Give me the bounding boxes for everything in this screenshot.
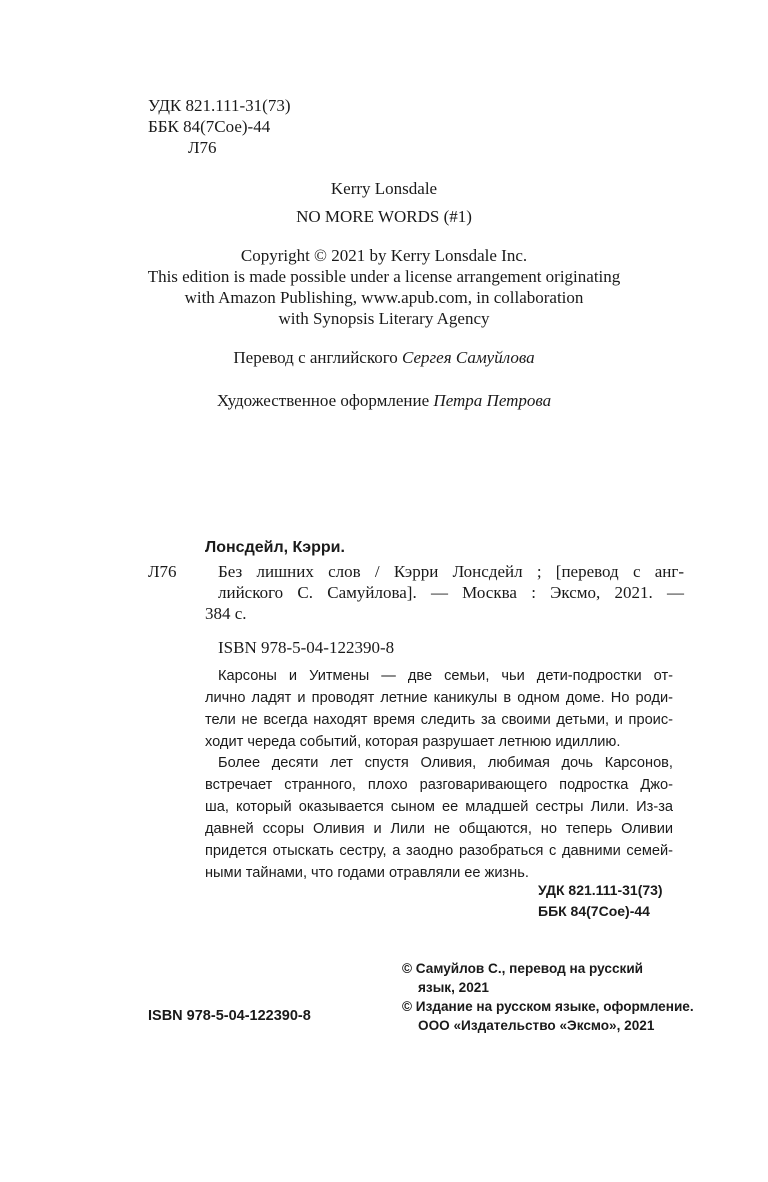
catalog-heading: Лонсдейл, Кэрри. <box>205 539 345 556</box>
original-title: NO MORE WORDS (#1) <box>296 207 472 226</box>
copyright-line: with Synopsis Literary Agency <box>278 309 490 328</box>
annotation-line: встречает странного, плохо разговаривающего подростка Джо- <box>205 776 673 793</box>
translation-credit <box>0 347 768 368</box>
author-mark-top: Л76 <box>188 138 217 157</box>
footer-copyright-line: ООО «Издательство «Эксмо», 2021 <box>418 1018 655 1033</box>
annotation-line: ными тайнами, что годами отравляли ее жизнь. <box>205 864 529 881</box>
annotation-line: давней ссоры Оливия и Лили не общаются, но теперь Оливии <box>205 820 673 837</box>
udk-catalog: УДК 821.111-31(73) <box>538 882 663 898</box>
annotation-line: Более десяти лет спустя Оливия, любимая дочь Карсонов, <box>218 755 673 771</box>
annotation-line: тели не всегда находят время следить за своими детьми, и проис- <box>205 711 673 728</box>
bibliographic-line: Без лишних слов / Кэрри Лонсдейл ; [перевод с анг- <box>218 562 684 581</box>
footer-copyright-line: язык, 2021 <box>418 980 489 995</box>
annotation-paragraph-1 <box>205 666 673 754</box>
annotation-line: Карсоны и Уитмены — две семьи, чьи дети-подростки от- <box>218 668 673 684</box>
author-mark-catalog: Л76 <box>148 562 177 581</box>
annotation-line: ходит череда событий, которая разрушает летнюю идиллию. <box>205 733 621 750</box>
translator-name: Сергея Самуйлова <box>402 348 535 367</box>
annotation-line: лично ладят и проводят летние каникулы в одном доме. Но роди- <box>205 689 673 706</box>
bibliographic-line: лийского С. Самуйлова]. — Москва : Эксмо, 2021. — <box>218 583 684 602</box>
design-credit <box>0 390 768 411</box>
original-author: Kerry Lonsdale <box>330 179 438 198</box>
design-prefix: Художественное оформление <box>216 391 430 410</box>
copyright-line: with Amazon Publishing, www.apub.com, in collaboration <box>184 288 584 307</box>
designer-name: Петра Петрова <box>433 391 552 410</box>
footer-copyright-line: © Самуйлов С., перевод на русский <box>402 961 644 976</box>
annotation-line: ша, который оказывается сыном ее младшей сестры Лили. Из-за <box>205 798 673 815</box>
annotation-line: придется отыскать сестру, а заодно разобраться с давними семей- <box>205 842 673 859</box>
bibliographic-record <box>218 561 684 603</box>
bbk-catalog: ББК 84(7Сое)-44 <box>538 903 650 919</box>
udk-top: УДК 821.111-31(73) <box>148 96 291 115</box>
annotation-paragraph-2 <box>205 753 673 884</box>
translation-prefix: Перевод с английского <box>233 348 398 367</box>
footer-isbn: ISBN 978-5-04-122390-8 <box>148 1008 311 1024</box>
copyright-line: This edition is made possible under a license arrangement originating <box>147 267 621 286</box>
footer-copyright-line: © Издание на русском языке, оформление. <box>402 999 694 1014</box>
copyright-line: Copyright © 2021 by Kerry Lonsdale Inc. <box>240 246 528 265</box>
bibliographic-line: 384 с. <box>205 604 247 623</box>
catalog-isbn: ISBN 978-5-04-122390-8 <box>218 638 395 657</box>
bbk-top: ББК 84(7Сое)-44 <box>148 117 271 136</box>
